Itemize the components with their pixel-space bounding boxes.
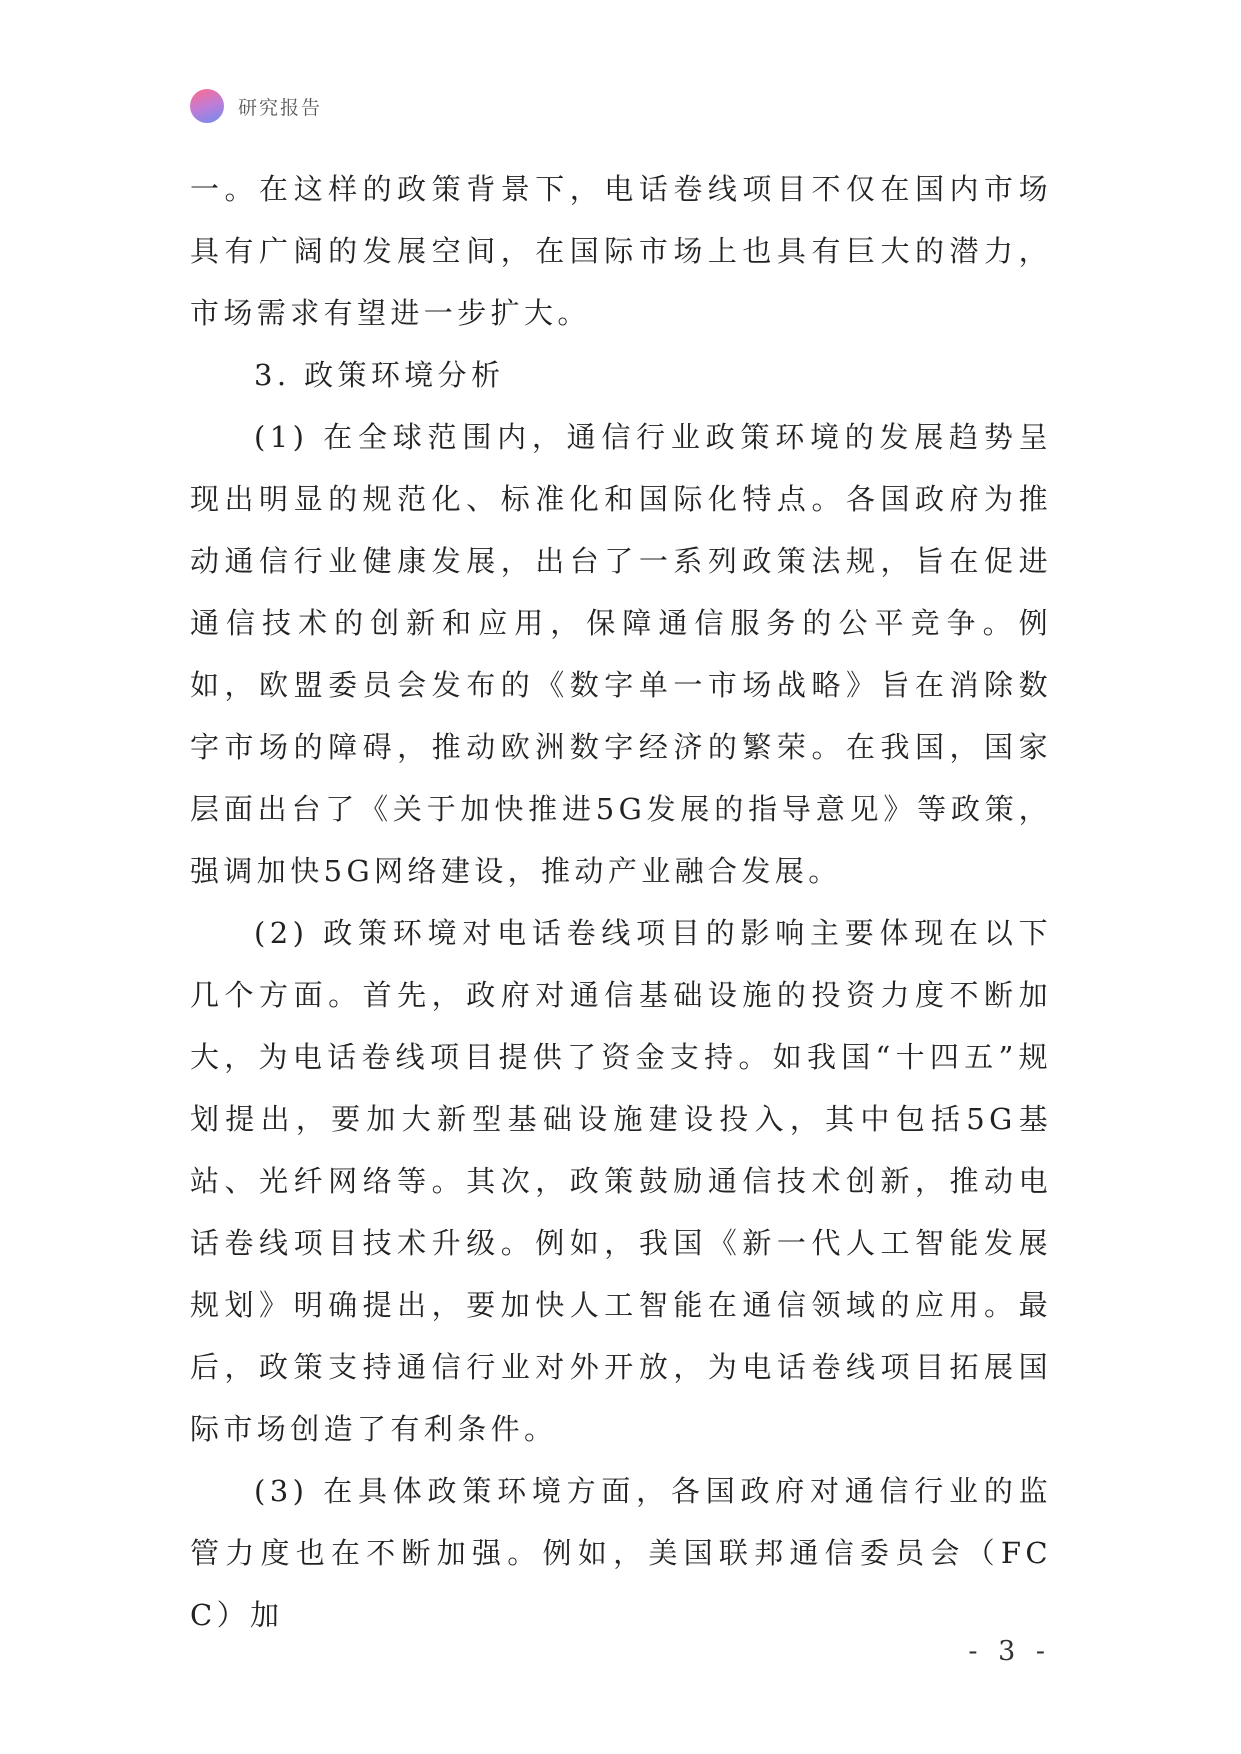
paragraph-2: (2) 政策环境对电话卷线项目的影响主要体现在以下几个方面。首先，政府对通信基础设施的投资力度不断加大，为电话卷线项目提供了资金支持。如我国“十四五”规划提出，要加大新型基础设施建设投入，其中包括5G基站、光纤网络等。其次，政策鼓励通信技术创新，推动电话卷线项目技术升级。例如，我国《新一代人工智能发展规划》明确提出，要加快人工智能在通信领域的应用。最后，政策支持通信行业对外开放，为电话卷线项目拓展国际市场创造了有利条件。: [190, 916, 1052, 1446]
paragraph-1: (1) 在全球范围内，通信行业政策环境的发展趋势呈现出明显的规范化、标准化和国际化特点。各国政府为推动通信行业健康发展，出台了一系列政策法规，旨在促进通信技术的创新和应用，保障通信服务的公平竞争。例如，欧盟委员会发布的《数字单一市场战略》旨在消除数字市场的障碍，推动欧洲数字经济的繁荣。在我国，国家层面出台了《关于加快推进5G发展的指导意见》等政策，强调加快5G网络建设，推动产业融合发展。: [190, 420, 1052, 888]
document-body: [190, 158, 1052, 1646]
paragraph-3: (3) 在具体政策环境方面，各国政府对通信行业的监管力度也在不断加强。例如，美国联邦通信委员会（FCC）加: [190, 1474, 1052, 1632]
header-label: 研究报告: [238, 96, 323, 119]
report-logo-icon: [190, 89, 224, 123]
section-heading: 3. 政策环境分析: [254, 358, 505, 392]
continuation-paragraph: 一。在这样的政策背景下，电话卷线项目不仅在国内市场具有广阔的发展空间，在国际市场上也具有巨大的潜力，市场需求有望进一步扩大。: [190, 172, 1052, 330]
page-number: - 3 -: [968, 1636, 1051, 1667]
page-header: [190, 88, 322, 124]
